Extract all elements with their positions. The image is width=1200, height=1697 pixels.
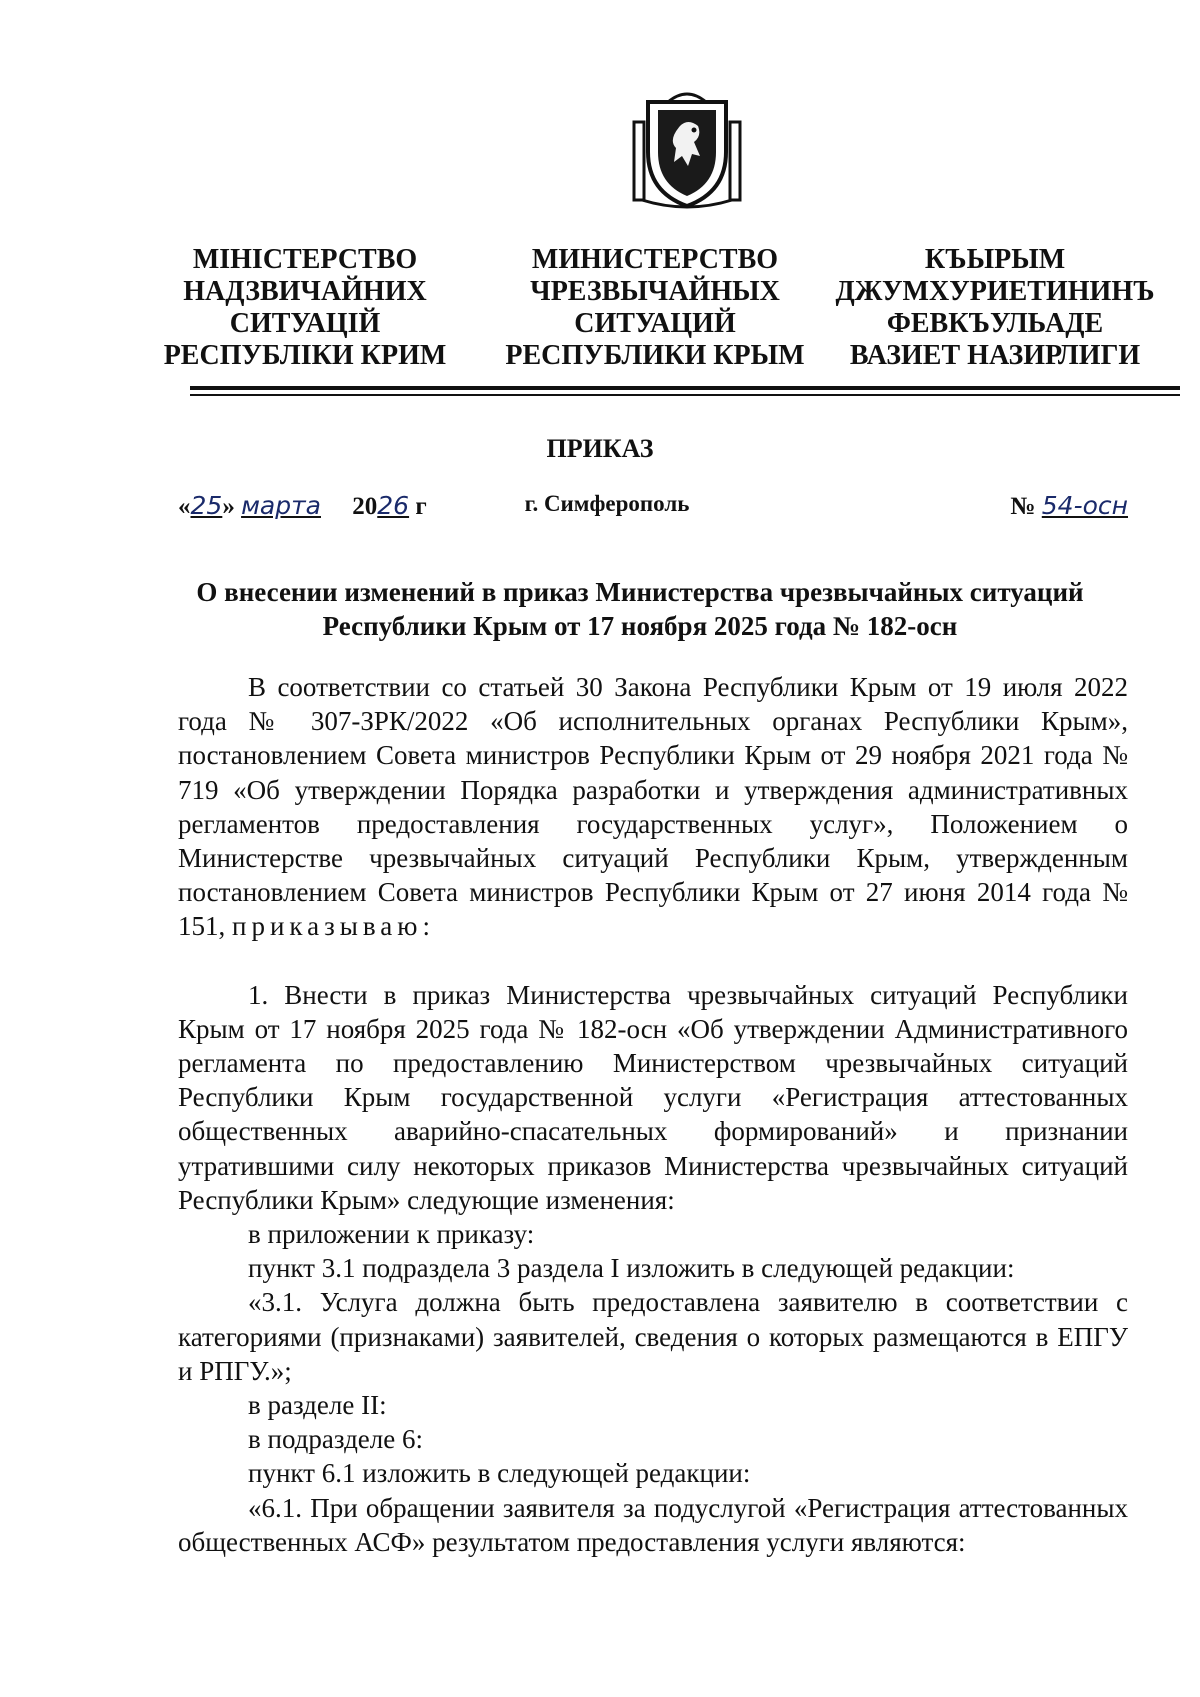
order-number xyxy=(1010,491,1128,521)
preamble-paragraph xyxy=(178,670,1128,944)
header-ukrainian xyxy=(160,244,450,372)
subject-line: Республики Крым от 17 ноября 2025 года № 182-осн xyxy=(322,611,958,641)
header-divider-thick xyxy=(190,386,1180,390)
header-line: НАДЗВИЧАЙНИХ xyxy=(183,276,427,307)
header-line: ФЕВКЪУЛЬАДЕ xyxy=(886,308,1104,339)
coat-of-arms-icon xyxy=(628,82,746,210)
order-city: г. Симферополь xyxy=(524,491,690,516)
body-line: в приложении к приказу: xyxy=(248,1219,535,1250)
date-quote-close: » xyxy=(222,493,235,520)
ministry-header xyxy=(150,244,1160,374)
body-line: пункт 3.1 подраздела 3 раздела I изложить в следующей редакции: xyxy=(248,1253,1015,1284)
number-label: № xyxy=(1010,493,1036,520)
document-body xyxy=(178,670,1128,1559)
number-value-handwritten: 54-осн xyxy=(1041,491,1128,520)
header-line: ВАЗИЕТ НАЗИРЛИГИ xyxy=(849,340,1141,371)
document-title: ПРИКАЗ xyxy=(546,434,654,463)
header-line: МИНИСТЕРСТВО xyxy=(531,244,779,275)
header-line: КЪЫРЫМ xyxy=(924,244,1066,275)
header-line: СИТУАЦІЙ xyxy=(229,308,381,339)
header-line: МІНІСТЕРСТВО xyxy=(192,244,418,275)
header-divider-thin xyxy=(190,394,1180,396)
header-russian xyxy=(495,244,815,372)
order-subject xyxy=(150,575,1130,643)
header-line: РЕСПУБЛИКИ КРЫМ xyxy=(505,340,805,371)
subject-line: О внесении изменений в приказ Министерства чрезвычайных ситуаций xyxy=(196,577,1084,607)
body-line: «6.1. При обращении заявителя за подуслугой «Регистрация аттестованных общественных АСФ» результатом предоставления услуги являются: xyxy=(178,1492,1128,1557)
header-line: РЕСПУБЛІКИ КРИМ xyxy=(163,340,447,371)
date-year-handwritten: 26 xyxy=(377,491,410,520)
crimea-coat-of-arms-emblem xyxy=(628,82,746,210)
body-line: в подразделе 6: xyxy=(248,1424,423,1455)
date-month-handwritten: марта xyxy=(241,491,321,520)
header-line: ДЖУМХУРИЕТИНИНЪ xyxy=(835,276,1155,307)
body-line: пункт 6.1 изложить в следующей редакции: xyxy=(248,1458,751,1489)
item-1-paragraph: 1. Внести в приказ Министерства чрезвычайных ситуаций Республики Крым от 17 ноября 2025 года № 182-осн «Об утверждении Административного регламента по предоставлению Министерством чрезвычайных ситуаций Республики Крым государственной услуги «Регистрация аттестованных общественных аварийно-спасательных формирований» и признании утратившими силу некоторых приказов Министерства чрезвычайных ситуаций Республики Крым» следующие изменения: xyxy=(178,979,1128,1215)
preamble-text: В соответствии со статьей 30 Закона Республики Крым от 19 июля 2022 года № 307-ЗРК/2022 «Об исполнительных органах Республики Крым», постановлением Совета министров Республики Крым от 29 ноября 2021 года № 719 «Об утверждении Порядка разработки и утверждения административных регламентов предоставления государственных услуг», Положением о Министерстве чрезвычайных ситуаций Республики Крым, утвержденным постановлением Совета министров Республики Крым от 27 июня 2014 года № 151, xyxy=(178,672,1128,942)
body-line: в разделе II: xyxy=(248,1390,387,1421)
header-line: ЧРЕЗВЫЧАЙНЫХ xyxy=(530,276,780,307)
date-year-prefix: 20 xyxy=(352,493,378,520)
date-year-unit: г xyxy=(415,493,427,520)
order-word: приказываю: xyxy=(232,911,435,942)
date-quote-open: « xyxy=(178,493,191,520)
date-day-handwritten: 25 xyxy=(190,491,223,520)
header-line: СИТУАЦИЙ xyxy=(574,308,736,339)
body-line: «3.1. Услуга должна быть предоставлена заявителю в соответствии с категориями (признаками) заявителей, сведения о которых размещаются в ЕПГУ и РПГУ.»; xyxy=(178,1287,1128,1386)
header-crimean-tatar xyxy=(830,244,1160,372)
